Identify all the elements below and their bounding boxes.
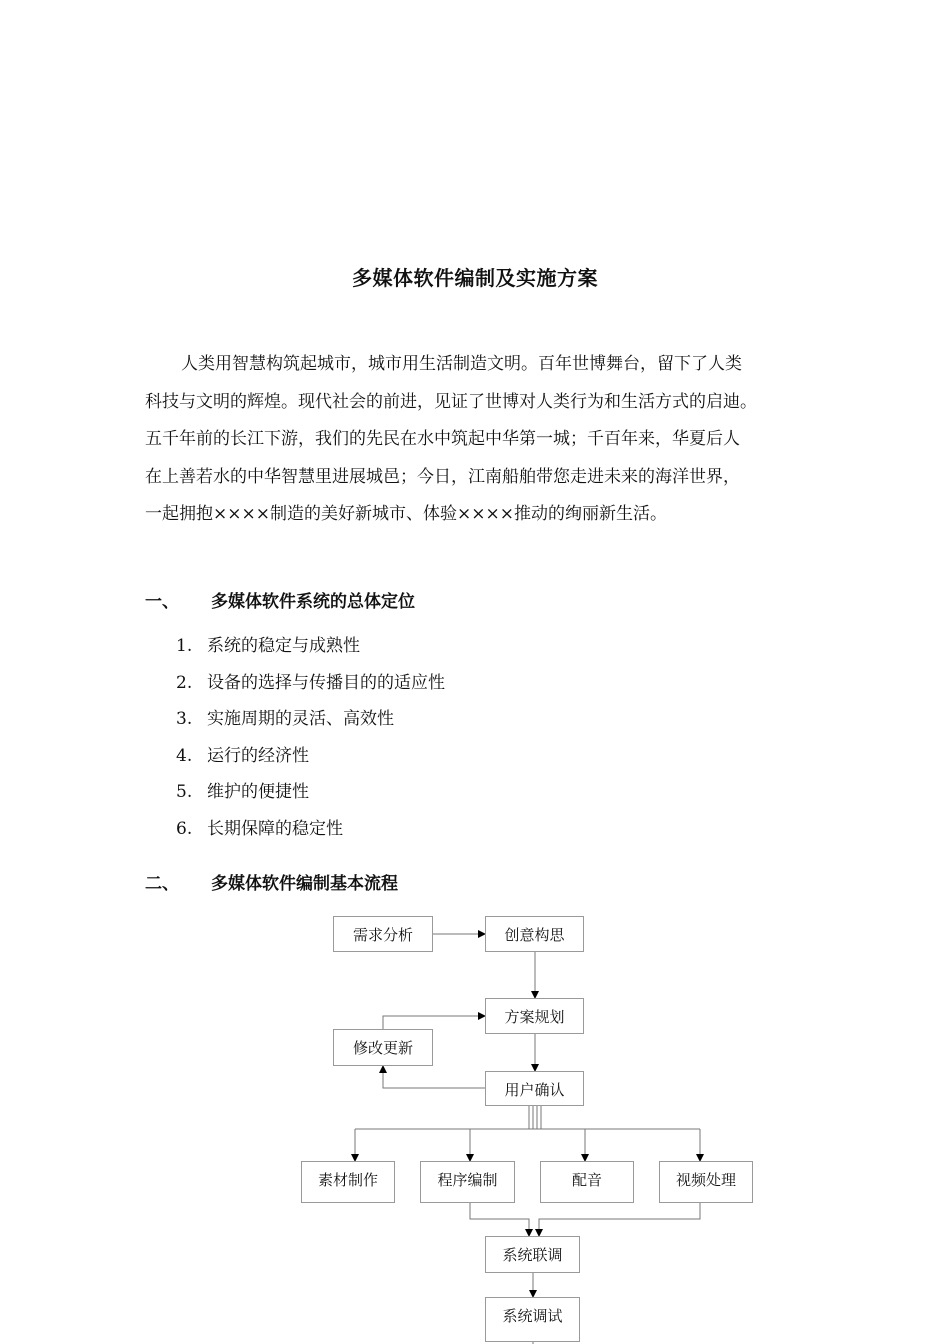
arrow-confirm-to-revise xyxy=(383,1066,485,1088)
list-item-text: 运行的经济性 xyxy=(207,745,309,766)
arrow-revise-to-plan xyxy=(383,1016,485,1029)
flow-node-debug: 系统调试 xyxy=(485,1297,580,1342)
section-title: 多媒体软件编制基本流程 xyxy=(211,874,398,894)
list-item-text: 系统的稳定与成熟性 xyxy=(207,636,360,656)
intro-line: 一起拥抱××××制造的美好新城市、体验××××推动的绚丽新生活。 xyxy=(145,504,667,524)
list-item-number: 5. xyxy=(176,782,193,802)
flow-node-plan: 方案规划 xyxy=(485,998,584,1034)
flow-node-material: 素材制作 xyxy=(301,1161,395,1203)
merge-from-program xyxy=(470,1203,529,1236)
list-item-text: 维护的便捷性 xyxy=(207,782,309,802)
page-title: 多媒体软件编制及实施方案 xyxy=(352,266,598,290)
flow-node-dubbing: 配音 xyxy=(540,1161,634,1203)
intro-line: 五千年前的长江下游，我们的先民在水中筑起中华第一城；千百年来，华夏后人 xyxy=(145,429,740,449)
merge-from-video xyxy=(539,1203,700,1236)
section-number: 二、 xyxy=(145,874,179,894)
list-item-text: 实施周期的灵活、高效性 xyxy=(207,709,394,729)
section-title: 多媒体软件系统的总体定位 xyxy=(211,592,415,612)
list-item-number: 6. xyxy=(176,818,193,839)
flow-node-integrate: 系统联调 xyxy=(485,1236,580,1273)
flow-node-program: 程序编制 xyxy=(420,1161,515,1203)
list-item-number: 4. xyxy=(176,745,193,766)
list-item-number: 2. xyxy=(176,672,193,693)
list-item-number: 3. xyxy=(176,709,193,729)
list-item-number: 1. xyxy=(176,636,193,656)
flow-node-revise: 修改更新 xyxy=(333,1029,433,1066)
branch-lines xyxy=(529,1106,541,1129)
flow-node-demand: 需求分析 xyxy=(333,916,433,952)
intro-line: 人类用智慧构筑起城市，城市用生活制造文明。百年世博舞台，留下了人类 xyxy=(181,354,742,374)
flow-node-idea: 创意构思 xyxy=(485,916,584,952)
intro-line: 在上善若水的中华智慧里进展城邑；今日，江南船舶带您走进未来的海洋世界， xyxy=(145,466,740,487)
flow-node-video: 视频处理 xyxy=(659,1161,753,1203)
flow-node-confirm: 用户确认 xyxy=(485,1071,584,1106)
list-item-text: 长期保障的稳定性 xyxy=(207,818,343,839)
intro-line: 科技与文明的辉煌。现代社会的前进，见证了世博对人类行为和生活方式的启迪。 xyxy=(145,391,757,412)
list-item-text: 设备的选择与传播目的的适应性 xyxy=(207,672,445,693)
section-number: 一、 xyxy=(145,592,179,612)
